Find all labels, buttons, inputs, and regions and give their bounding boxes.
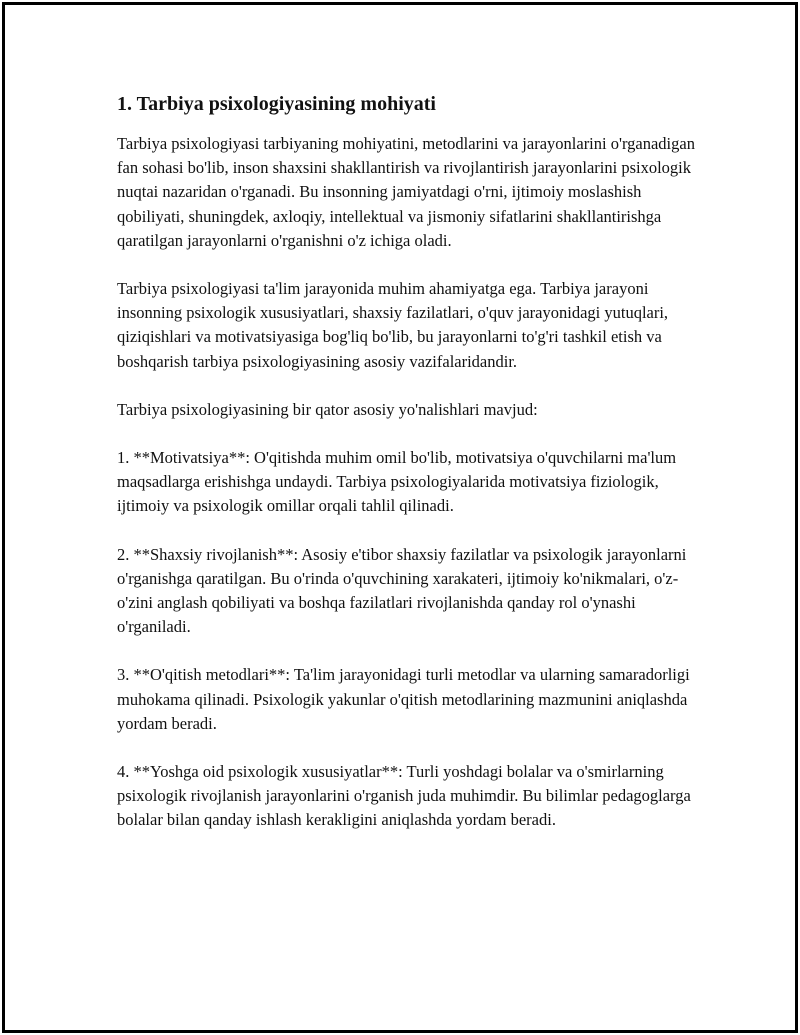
list-item-age-features: 4. **Yoshga oid psixologik xususiyatlar**: Turli yoshdagi bolalar va o'smirlarning psixologik rivojlanish jarayonlarini o'rganish juda muhimdir. Bu bilimlar pedagoglarga bolalar bilan qanday ishlash kerakligini aniqlashda yordam beradi. <box>117 762 691 830</box>
paragraph-directions-intro: Tarbiya psixologiyasining bir qator asosiy yo'nalishlari mavjud: <box>117 399 538 419</box>
section-heading: 1. Tarbiya psixologiyasining mohiyati <box>117 93 436 115</box>
document-body <box>117 90 707 857</box>
list-item-teaching-methods: 3. **O'qitish metodlari**: Ta'lim jarayonidagi turli metodlar va ularning samaradorligi muhokama qilinadi. Psixologik yakunlar o'qitish metodlarining mazmunini aniqlashda yordam beradi. <box>117 665 690 733</box>
list-item-personal-development: 2. **Shaxsiy rivojlanish**: Asosiy e'tibor shaxsiy fazilatlar va psixologik jarayonlarni o'rganishga qaratilgan. Bu o'rinda o'quvchining xarakateri, ijtimoiy ko'nikmalari, o'z-o'zini anglash qobiliyati va boshqa fazilatlari rivojlanishda qanday rol o'ynashi o'rganiladi. <box>117 544 687 637</box>
paragraph-intro: Tarbiya psixologiyasi tarbiyaning mohiyatini, metodlarini va jarayonlarini o'rganadigan fan sohasi bo'lib, inson shaxsini shakllantirish va rivojlantirish jarayonlarini psixologik nuqtai nazaridan o'rganadi. Bu insonning jamiyatdagi o'rni, ijtimoiy moslashish qobiliyati, shuningdek, axloqiy, intellektual va jismoniy sifatlarini shakllantirishga qaratilgan jarayonlarni o'rganishni o'z ichiga oladi. <box>117 134 695 250</box>
list-item-motivation: 1. **Motivatsiya**: O'qitishda muhim omil bo'lib, motivatsiya o'quvchilarni ma'lum maqsadlarga erishishga undaydi. Tarbiya psixologiyalarida motivatsiya fiziologik, ijtimoiy va psixologik omillar orqali tahlil qilinadi. <box>117 448 677 516</box>
paragraph-importance: Tarbiya psixologiyasi ta'lim jarayonida muhim ahamiyatga ega. Tarbiya jarayoni insonning psixologik xususiyatlari, shaxsiy fazilatlari, o'quv jarayonidagi yutuqlari, qiziqishlari va motivatsiyasiga bog'liq bo'lib, bu jarayonlarni to'g'ri tashkil etish va boshqarish tarbiya psixologiyasining asosiy vazifalaridandir. <box>117 279 669 371</box>
